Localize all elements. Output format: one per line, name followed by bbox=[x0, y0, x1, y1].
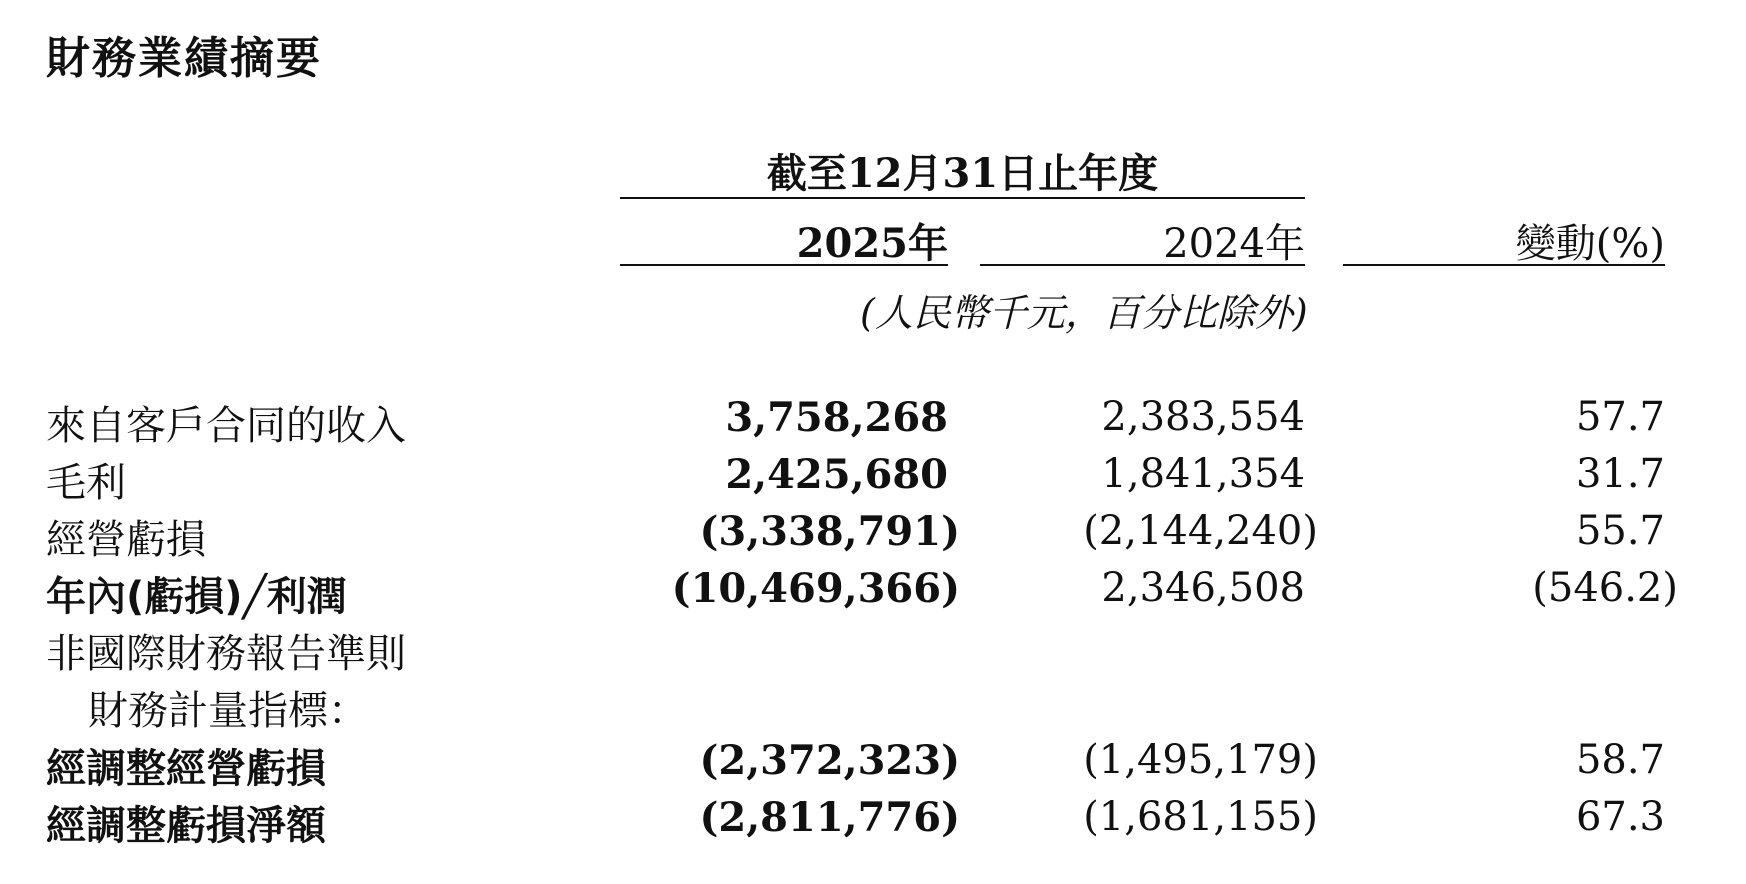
row-label-revenue: 來自客戶合同的收入 bbox=[46, 403, 406, 449]
row-adjusted-net-loss-2024: (1,681,155) bbox=[1083, 794, 1318, 840]
row-label-profit-loss-for-year: 年內(虧損)╱利潤 bbox=[46, 574, 347, 620]
row-profit-loss-2025: (10,469,366) bbox=[671, 565, 960, 612]
unit-note: (人民幣千元，百分比除外) bbox=[860, 291, 1308, 335]
period-header: 截至12月31日止年度 bbox=[766, 150, 1159, 197]
row-operating-loss-2025: (3,338,791) bbox=[699, 508, 960, 555]
row-label-non-ifrs: 非國際財務報告準則 bbox=[46, 631, 406, 677]
row-profit-loss-2024: 2,346,508 bbox=[1101, 565, 1305, 611]
row-label-adjusted-operating-loss: 經調整經營虧損 bbox=[46, 746, 326, 792]
row-operating-loss-2024: (2,144,240) bbox=[1083, 508, 1318, 554]
column-rule-2025 bbox=[620, 264, 948, 266]
row-label-non-ifrs-measures: 財務計量指標： bbox=[88, 688, 368, 734]
column-header-2024: 2024年 bbox=[1163, 221, 1305, 267]
page-title: 財務業績摘要 bbox=[46, 33, 322, 84]
row-revenue-change: 57.7 bbox=[1575, 394, 1665, 440]
row-label-operating-loss: 經營虧損 bbox=[46, 517, 206, 563]
row-revenue-2024: 2,383,554 bbox=[1101, 394, 1305, 440]
row-label-adjusted-net-loss: 經調整虧損淨額 bbox=[46, 803, 326, 849]
column-header-2025: 2025年 bbox=[796, 220, 948, 267]
column-rule-change bbox=[1343, 264, 1665, 266]
period-header-rule bbox=[620, 197, 1305, 199]
row-profit-loss-change: (546.2) bbox=[1532, 565, 1678, 611]
row-adjusted-operating-loss-change: 58.7 bbox=[1575, 737, 1665, 783]
row-revenue-2025: 3,758,268 bbox=[725, 394, 948, 441]
row-adjusted-net-loss-change: 67.3 bbox=[1575, 794, 1665, 840]
column-rule-2024 bbox=[980, 264, 1305, 266]
row-adjusted-operating-loss-2024: (1,495,179) bbox=[1083, 737, 1318, 783]
row-operating-loss-change: 55.7 bbox=[1575, 508, 1665, 554]
row-gross-profit-2025: 2,425,680 bbox=[725, 451, 948, 498]
row-adjusted-operating-loss-2025: (2,372,323) bbox=[699, 737, 960, 784]
row-adjusted-net-loss-2025: (2,811,776) bbox=[699, 794, 960, 841]
column-header-change: 變動(%) bbox=[1515, 221, 1665, 267]
row-gross-profit-2024: 1,841,354 bbox=[1101, 451, 1305, 497]
row-label-gross-profit: 毛利 bbox=[46, 460, 126, 506]
row-gross-profit-change: 31.7 bbox=[1575, 451, 1665, 497]
